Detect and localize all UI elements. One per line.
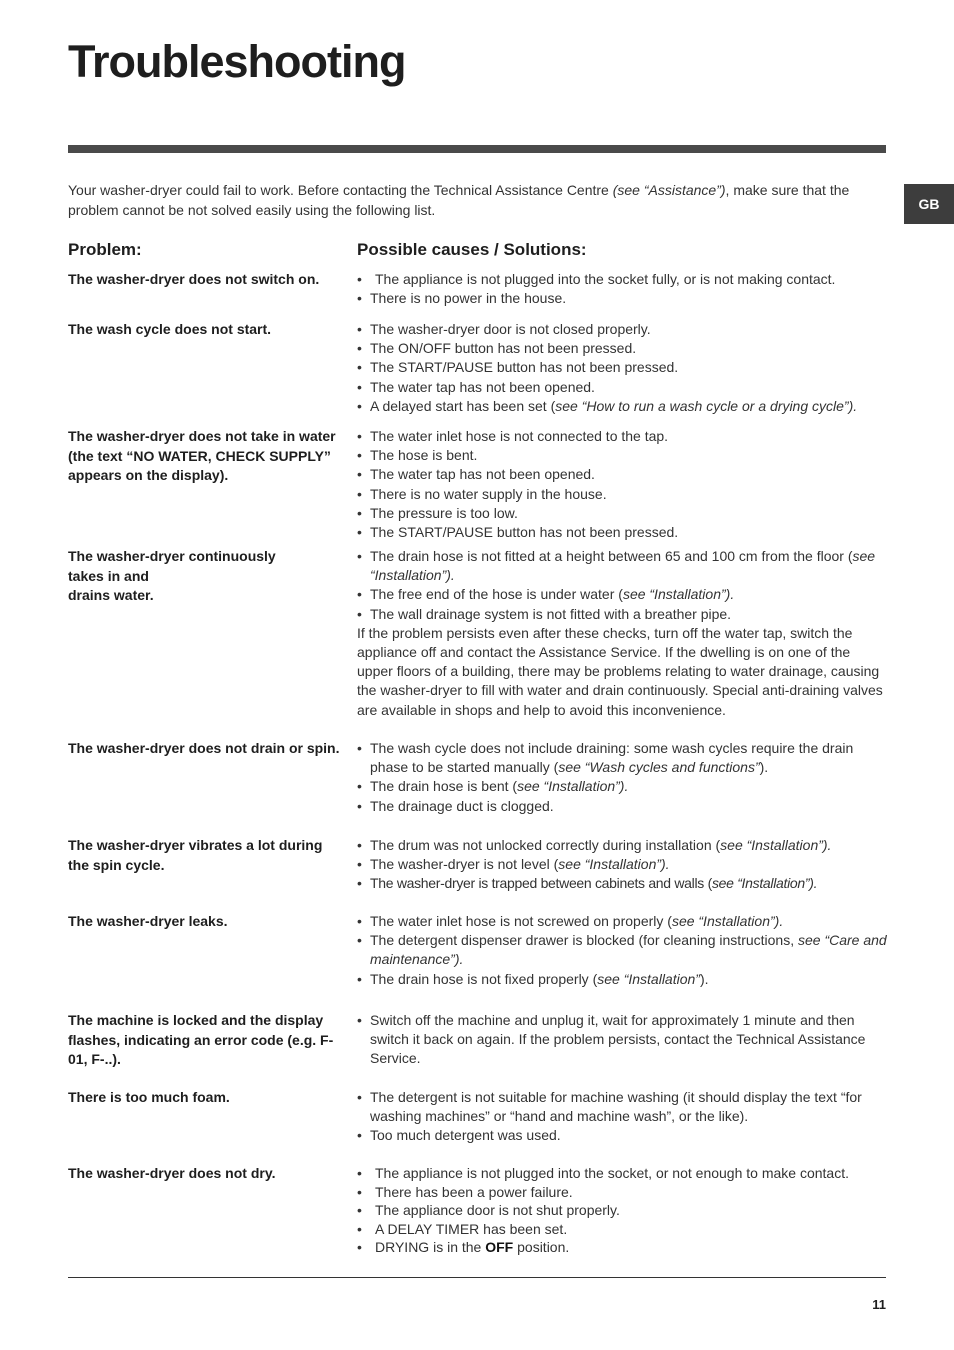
solution-item: • A delayed start has been set (see “How to run a wash cycle or a drying cycle”). — [357, 397, 858, 414]
solutions-list — [357, 547, 889, 720]
solution-item: • The water inlet hose is not connected to the tap. — [357, 428, 669, 444]
solution-note: If the problem persists even after these checks, turn off the water tap, switch the appliance off and contact the Assistance Service. If the dwelling is on one of the upper floors of a building, there may be problems relating to water drainage, causing the washer-dryer to fill with water and drain continuously. Special anti-draining valves are available in shops and help to avoid this inconvenience. — [357, 624, 883, 718]
problem-text: The washer-dryer does not dry. — [68, 1165, 276, 1181]
problem-text: The washer-dryer does not take in water (the text “NO WATER, CHECK SUPPLY” appears on the display). — [68, 428, 336, 483]
solution-item: • The appliance is not plugged into the socket fully, or is not making contact. — [357, 271, 836, 287]
solution-item: • There is no power in the house. — [357, 290, 567, 307]
solutions-column-header: Possible causes / Solutions: — [357, 240, 587, 259]
solutions-list — [357, 1011, 889, 1069]
solution-item: • Switch off the machine and unplug it, wait for approximately 1 minute and then switch it back on again. If the problem persists, contact the Technical Assistance Service. — [357, 1012, 866, 1067]
intro-paragraph: Your washer-dryer could fail to work. Before contacting the Technical Assistance Centre (see “Assistance”), make sure that the problem cannot be not solved easily using the following list. — [68, 182, 850, 218]
solutions-list — [357, 1164, 889, 1257]
solution-item: • DRYING is in the OFF position. — [357, 1239, 570, 1256]
solution-item: • The appliance is not plugged into the socket, or not enough to make contact. — [357, 1165, 849, 1181]
problem-column-header: Problem: — [68, 240, 142, 259]
problem-text: The wash cycle does not start. — [68, 321, 272, 337]
footer-divider — [68, 1277, 886, 1278]
solution-item: • The free end of the hose is under water (see “Installation”). — [357, 586, 735, 603]
solution-item: • The washer-dryer is trapped between cabinets and walls (see “Installation”). — [357, 875, 818, 892]
title-divider — [68, 145, 886, 153]
solution-item: • The detergent dispenser drawer is blocked (for cleaning instructions, see “Care and maintenance”). — [357, 932, 887, 968]
solutions-list — [357, 912, 889, 989]
solution-item: • The drainage duct is clogged. — [357, 797, 554, 814]
solution-item: • The drain hose is not fixed properly (see “Installation”). — [357, 970, 709, 987]
solution-item: • The appliance door is not shut properly. — [357, 1202, 620, 1219]
solutions-list — [357, 1088, 889, 1146]
solution-item: • The water tap has not been opened. — [357, 378, 595, 395]
solution-item: • There has been a power failure. — [357, 1183, 573, 1200]
solution-item: • The washer-dryer is not level (see “Installation”). — [357, 856, 670, 873]
page-number: 11 — [872, 1297, 886, 1312]
solutions-list — [357, 427, 889, 542]
solution-item: • The START/PAUSE button has not been pressed. — [357, 524, 679, 541]
solution-item: • The hose is bent. — [357, 447, 478, 464]
problem-text: The washer-dryer does not drain or spin. — [68, 740, 340, 756]
solutions-list — [357, 270, 889, 308]
problem-text: The washer-dryer continuously takes in and drains water. — [68, 548, 276, 603]
problem-text: There is too much foam. — [68, 1089, 230, 1105]
solution-item: • The pressure is too low. — [357, 504, 518, 521]
solution-item: • The washer-dryer door is not closed properly. — [357, 321, 651, 337]
solution-item: • The START/PAUSE button has not been pressed. — [357, 359, 679, 376]
solution-item: • The drum was not unlocked correctly during installation (see “Installation”). — [357, 837, 832, 853]
solution-item: • The drain hose is bent (see “Installation”). — [357, 778, 629, 795]
language-tab: GB — [904, 184, 954, 224]
solution-item: • The wall drainage system is not fitted with a breather pipe. — [357, 605, 732, 622]
solutions-list — [357, 320, 889, 416]
solution-item: • The wash cycle does not include draining: some wash cycles require the drain phase to be started manually (see “Wash cycles and functions”). — [357, 740, 854, 776]
solution-item: • Too much detergent was used. — [357, 1127, 561, 1144]
solution-item: • A DELAY TIMER has been set. — [357, 1220, 568, 1237]
solutions-list — [357, 836, 889, 894]
solution-item: • The water tap has not been opened. — [357, 466, 595, 483]
solution-item: • The ON/OFF button has not been pressed. — [357, 340, 637, 357]
solutions-list — [357, 739, 889, 816]
problem-text: The washer-dryer vibrates a lot during the spin cycle. — [68, 837, 323, 873]
problem-text: The machine is locked and the display flashes, indicating an error code (e.g. F-01, F-..). — [68, 1012, 334, 1067]
solution-item: • The water inlet hose is not screwed on properly (see “Installation”). — [357, 913, 784, 929]
problem-text: The washer-dryer leaks. — [68, 913, 228, 929]
problem-text: The washer-dryer does not switch on. — [68, 271, 320, 287]
solution-item: • The detergent is not suitable for machine washing (it should display the text “for washing machines” or “hand and machine wash”, or the like). — [357, 1089, 862, 1125]
page-title: Troubleshooting — [68, 36, 406, 87]
solution-item: • The drain hose is not fitted at a height between 65 and 100 cm from the floor (see “Installation”). — [357, 548, 876, 584]
solution-item: • There is no water supply in the house. — [357, 485, 607, 502]
